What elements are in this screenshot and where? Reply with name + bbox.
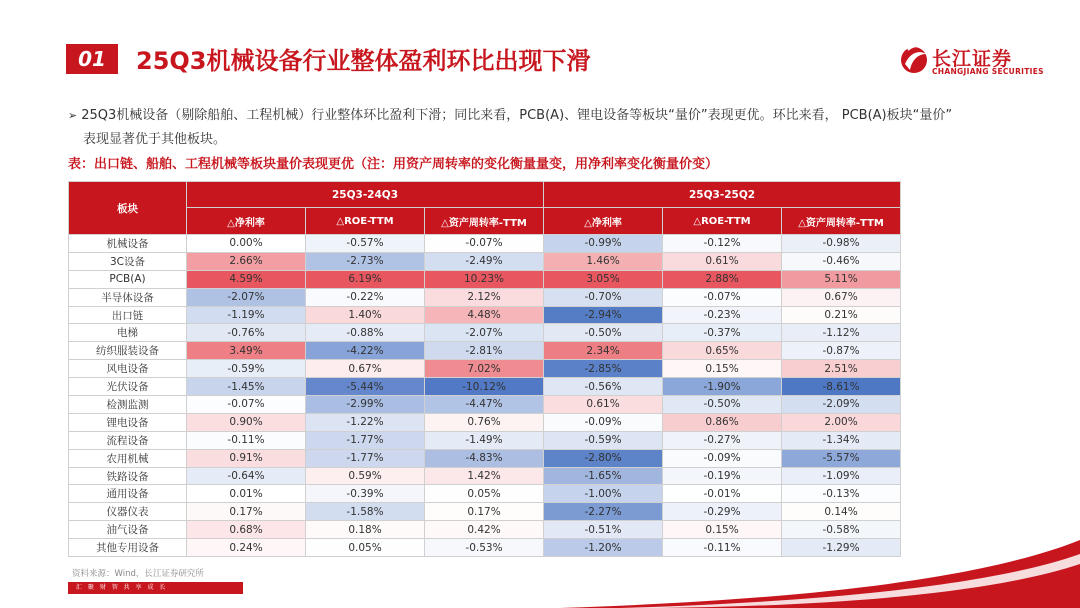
metric-cell: -2.07%: [425, 324, 544, 342]
data-source-note: 资料来源：Wind，长江证券研究所: [72, 569, 204, 579]
sector-name: 流程设备: [69, 431, 187, 449]
metric-cell: 7.02%: [425, 360, 544, 378]
metric-cell: -1.22%: [306, 413, 425, 431]
table-row: [69, 270, 901, 288]
metric-cell: -0.39%: [306, 485, 425, 503]
sector-name: 3C设备: [69, 252, 187, 270]
metric-cell: -0.12%: [663, 235, 782, 253]
metric-cell: 2.12%: [425, 288, 544, 306]
metric-cell: 0.15%: [663, 360, 782, 378]
metric-cell: -0.99%: [544, 235, 663, 253]
table-body: [69, 235, 901, 557]
metric-cell: -10.12%: [425, 378, 544, 396]
metric-cell: -0.98%: [782, 235, 901, 253]
metric-cell: 3.05%: [544, 270, 663, 288]
metric-cell: -4.83%: [425, 449, 544, 467]
table-row: [69, 396, 901, 414]
metric-cell: -0.87%: [782, 342, 901, 360]
metric-cell: 1.40%: [306, 306, 425, 324]
metric-cell: -5.57%: [782, 449, 901, 467]
metric-cell: -0.88%: [306, 324, 425, 342]
summary-bullet: [68, 104, 1018, 152]
sector-name: 通用设备: [69, 485, 187, 503]
metric-cell: -0.57%: [306, 235, 425, 253]
metric-cell: -1.20%: [544, 539, 663, 557]
metric-cell: 0.67%: [782, 288, 901, 306]
metric-cell: -2.81%: [425, 342, 544, 360]
metric-cell: -0.56%: [544, 378, 663, 396]
sector-name: 其他专用设备: [69, 539, 187, 557]
metric-cell: -1.19%: [187, 306, 306, 324]
metric-cell: 0.15%: [663, 521, 782, 539]
sector-name: 油气设备: [69, 521, 187, 539]
header-metric: △净利率: [187, 208, 306, 235]
metric-cell: -1.09%: [782, 467, 901, 485]
metric-cell: -1.77%: [306, 431, 425, 449]
metric-cell: -2.73%: [306, 252, 425, 270]
metric-cell: 4.48%: [425, 306, 544, 324]
metric-cell: -1.49%: [425, 431, 544, 449]
header-group-yoy: 25Q3-24Q3: [187, 182, 544, 208]
summary-line-2: 表现显著优于其他板块。: [83, 132, 227, 147]
metric-cell: -0.59%: [544, 431, 663, 449]
metric-cell: 1.46%: [544, 252, 663, 270]
metric-cell: -2.80%: [544, 449, 663, 467]
metric-cell: -0.13%: [782, 485, 901, 503]
metric-cell: -0.19%: [663, 467, 782, 485]
metric-cell: -0.64%: [187, 467, 306, 485]
metric-cell: 3.49%: [187, 342, 306, 360]
metric-cell: 0.61%: [663, 252, 782, 270]
table-row: [69, 306, 901, 324]
metric-cell: 0.24%: [187, 539, 306, 557]
metric-cell: -0.50%: [663, 396, 782, 414]
metric-cell: -0.59%: [187, 360, 306, 378]
table-row: [69, 288, 901, 306]
metric-cell: -2.99%: [306, 396, 425, 414]
metric-cell: 5.11%: [782, 270, 901, 288]
table-row: [69, 235, 901, 253]
metric-cell: 1.42%: [425, 467, 544, 485]
metric-cell: -0.11%: [663, 539, 782, 557]
sector-name: 检测监测: [69, 396, 187, 414]
sector-name: 农用机械: [69, 449, 187, 467]
metric-cell: -0.37%: [663, 324, 782, 342]
logo-text-en: CHANGJIANG SECURITIES: [932, 67, 1044, 76]
metric-cell: -0.23%: [663, 306, 782, 324]
metric-cell: -0.01%: [663, 485, 782, 503]
metric-cell: -1.77%: [306, 449, 425, 467]
summary-line-1: 25Q3机械设备（剔除船舶、工程机械）行业整体环比盈利下滑；同比来看，PCB(A)、锂电设备等板块“量价”表现更优。环比来看， PCB(A)板块“量价”: [81, 108, 953, 123]
metric-cell: -0.07%: [187, 396, 306, 414]
metric-cell: -4.47%: [425, 396, 544, 414]
page-title: 25Q3机械设备行业整体盈利环比出现下滑: [136, 47, 591, 75]
header-metric: △净利率: [544, 208, 663, 235]
metric-cell: 4.59%: [187, 270, 306, 288]
sector-name: 风电设备: [69, 360, 187, 378]
metric-cell: 0.86%: [663, 413, 782, 431]
metric-cell: 0.21%: [782, 306, 901, 324]
metric-cell: -0.07%: [425, 235, 544, 253]
table-title: 表：出口链、船舶、工程机械等板块量价表现更优（注：用资产周转率的变化衡量量变，用净利率变化衡量价变）: [68, 157, 719, 172]
metric-cell: -5.44%: [306, 378, 425, 396]
heatmap-table: [68, 181, 901, 557]
table-row: [69, 378, 901, 396]
metric-cell: 0.42%: [425, 521, 544, 539]
sector-name: 仪器仪表: [69, 503, 187, 521]
metric-cell: -1.34%: [782, 431, 901, 449]
sector-name: 电梯: [69, 324, 187, 342]
metric-cell: 0.18%: [306, 521, 425, 539]
metric-cell: 6.19%: [306, 270, 425, 288]
metric-cell: -2.07%: [187, 288, 306, 306]
table-row: [69, 521, 901, 539]
logo-text-cn: 长江证券: [932, 48, 1013, 70]
sector-name: 出口链: [69, 306, 187, 324]
metric-cell: -1.29%: [782, 539, 901, 557]
metric-cell: -2.85%: [544, 360, 663, 378]
metric-cell: -0.50%: [544, 324, 663, 342]
metric-cell: 2.34%: [544, 342, 663, 360]
metric-cell: -1.12%: [782, 324, 901, 342]
sector-name: 锂电设备: [69, 413, 187, 431]
metric-cell: -0.09%: [663, 449, 782, 467]
metric-cell: 0.17%: [425, 503, 544, 521]
header-metric: △资产周转率-TTM: [782, 208, 901, 235]
bullet-arrow-icon: ➢: [68, 109, 78, 122]
sector-name: 铁路设备: [69, 467, 187, 485]
metric-cell: 0.91%: [187, 449, 306, 467]
metric-cell: 0.17%: [187, 503, 306, 521]
metric-cell: -2.09%: [782, 396, 901, 414]
section-number-badge: 01: [66, 44, 118, 74]
metric-cell: -0.29%: [663, 503, 782, 521]
metric-cell: -0.07%: [663, 288, 782, 306]
metric-cell: 0.05%: [425, 485, 544, 503]
table-row: [69, 252, 901, 270]
table-row: [69, 413, 901, 431]
metric-cell: -4.22%: [306, 342, 425, 360]
header-group-qoq: 25Q3-25Q2: [544, 182, 901, 208]
metric-cell: -1.90%: [663, 378, 782, 396]
table-row: [69, 342, 901, 360]
header-metric: △ROE-TTM: [663, 208, 782, 235]
metric-cell: -2.94%: [544, 306, 663, 324]
metric-cell: -0.58%: [782, 521, 901, 539]
table-row: [69, 485, 901, 503]
table-row: [69, 360, 901, 378]
metric-cell: 0.67%: [306, 360, 425, 378]
table-row: [69, 449, 901, 467]
sector-name: 光伏设备: [69, 378, 187, 396]
sector-name: 纺织服装设备: [69, 342, 187, 360]
metric-cell: -0.11%: [187, 431, 306, 449]
metric-cell: -2.49%: [425, 252, 544, 270]
metric-cell: -2.27%: [544, 503, 663, 521]
metric-cell: 0.01%: [187, 485, 306, 503]
metric-cell: 0.14%: [782, 503, 901, 521]
table-row: [69, 467, 901, 485]
metric-cell: 2.66%: [187, 252, 306, 270]
metric-cell: 2.51%: [782, 360, 901, 378]
metric-cell: -1.45%: [187, 378, 306, 396]
metric-cell: -0.27%: [663, 431, 782, 449]
metric-cell: 0.65%: [663, 342, 782, 360]
metric-cell: -1.58%: [306, 503, 425, 521]
metric-cell: 2.88%: [663, 270, 782, 288]
metric-cell: -1.00%: [544, 485, 663, 503]
metric-cell: -8.61%: [782, 378, 901, 396]
metric-cell: 0.05%: [306, 539, 425, 557]
metric-cell: 0.90%: [187, 413, 306, 431]
table-row: [69, 431, 901, 449]
metric-cell: 10.23%: [425, 270, 544, 288]
metric-cell: 0.59%: [306, 467, 425, 485]
footer-slogan-bar: 汇 聚 财 智 共 享 成 长: [68, 582, 243, 594]
metric-cell: -0.76%: [187, 324, 306, 342]
metric-cell: -0.53%: [425, 539, 544, 557]
header-sector: 板块: [69, 182, 187, 235]
metric-cell: 0.61%: [544, 396, 663, 414]
metric-cell: -0.22%: [306, 288, 425, 306]
metric-cell: -0.51%: [544, 521, 663, 539]
metric-cell: -1.65%: [544, 467, 663, 485]
metric-cell: 2.00%: [782, 413, 901, 431]
table-row: [69, 324, 901, 342]
sector-name: 半导体设备: [69, 288, 187, 306]
header-metric: △ROE-TTM: [306, 208, 425, 235]
metric-cell: 0.68%: [187, 521, 306, 539]
metric-cell: -0.09%: [544, 413, 663, 431]
metric-cell: 0.76%: [425, 413, 544, 431]
header-metric: △资产周转率-TTM: [425, 208, 544, 235]
table-row: [69, 503, 901, 521]
table-row: [69, 539, 901, 557]
metric-cell: 0.00%: [187, 235, 306, 253]
metric-cell: -0.70%: [544, 288, 663, 306]
metric-cell: -0.46%: [782, 252, 901, 270]
sector-name: PCB(A): [69, 270, 187, 288]
sector-name: 机械设备: [69, 235, 187, 253]
